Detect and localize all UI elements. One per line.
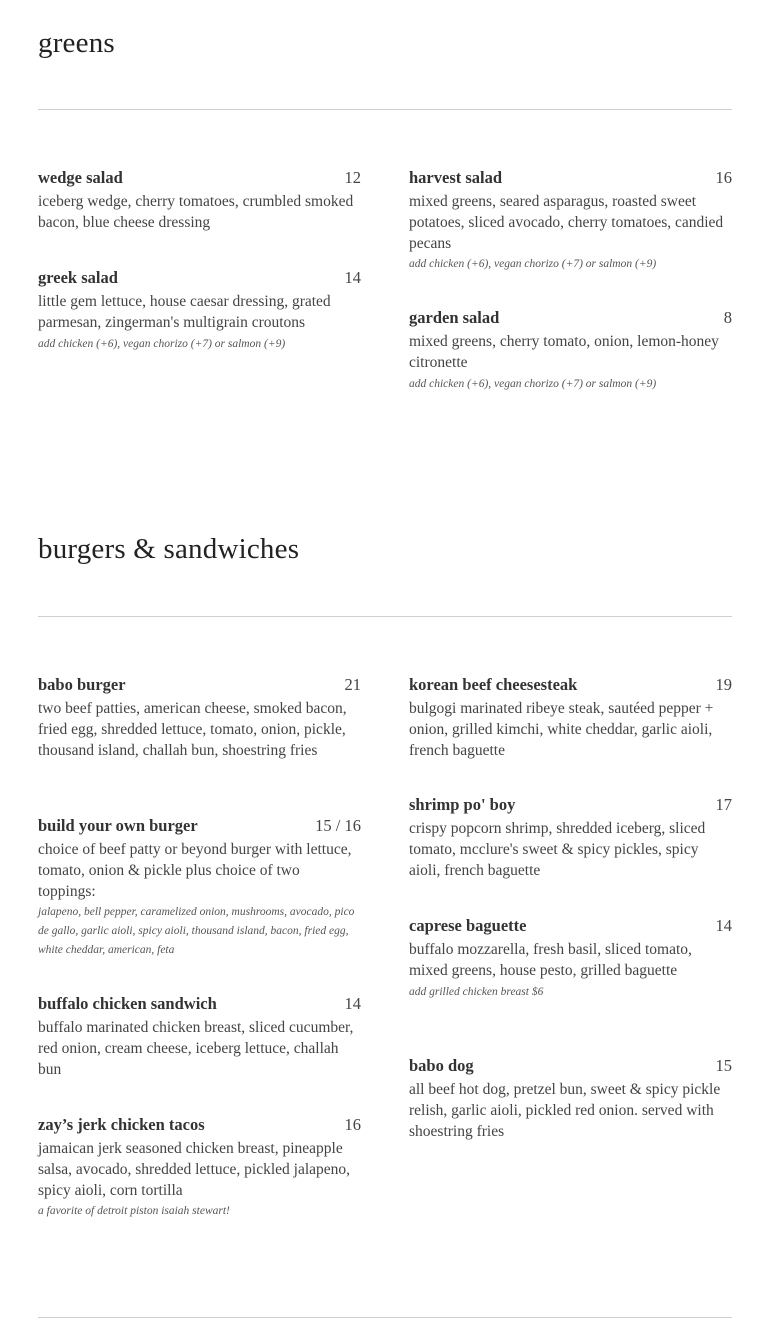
item-price: 14 xyxy=(715,916,732,935)
menu-item xyxy=(409,916,732,1002)
item-price: 15 xyxy=(715,1056,732,1075)
menu-item xyxy=(409,675,732,761)
item-note: add grilled chicken breast $6 xyxy=(409,985,544,998)
item-price: 8 xyxy=(723,308,732,327)
menu-item xyxy=(38,168,361,234)
item-note: a favorite of detroit piston isaiah stewart! xyxy=(38,1205,230,1218)
item-price: 17 xyxy=(715,795,732,814)
item-price: 16 xyxy=(344,1115,361,1134)
item-price: 12 xyxy=(344,168,361,187)
item-description: buffalo marinated chicken breast, sliced cucumber, red onion, cream cheese, iceberg lettuce, challah bun xyxy=(38,1019,354,1078)
item-name: buffalo chicken sandwich xyxy=(38,994,217,1013)
item-description: mixed greens, cherry tomato, onion, lemon-honey citronette xyxy=(409,333,719,371)
menu-item xyxy=(38,994,361,1080)
item-name: shrimp po' boy xyxy=(409,795,516,814)
item-name: korean beef cheesesteak xyxy=(409,675,578,694)
item-price: 15 / 16 xyxy=(315,816,361,835)
item-name: greek salad xyxy=(38,268,118,287)
item-name: babo dog xyxy=(409,1056,474,1075)
item-price: 21 xyxy=(344,675,361,694)
item-price: 14 xyxy=(344,994,361,1013)
section-title-greens: greens xyxy=(38,27,115,59)
menu-item xyxy=(38,675,361,761)
item-description: mixed greens, seared asparagus, roasted sweet potatoes, sliced avocado, cherry tomatoes, candied pecans xyxy=(409,193,724,252)
divider xyxy=(38,1317,732,1318)
item-description: choice of beef patty or beyond burger with lettuce, tomato, onion & pickle plus choice of two toppings: xyxy=(38,841,352,900)
menu-item xyxy=(38,268,361,354)
item-note: add chicken (+6), vegan chorizo (+7) or salmon (+9) xyxy=(409,377,657,390)
item-note: add chicken (+6), vegan chorizo (+7) or salmon (+9) xyxy=(409,258,657,271)
item-note: add chicken (+6), vegan chorizo (+7) or salmon (+9) xyxy=(38,337,286,350)
item-description: bulgogi marinated ribeye steak, sautéed pepper + onion, grilled kimchi, white cheddar, garlic aioli, french baguette xyxy=(409,700,714,759)
menu-item xyxy=(409,795,732,881)
item-name: babo burger xyxy=(38,675,126,694)
item-description: two beef patties, american cheese, smoked bacon, fried egg, shredded lettuce, tomato, onion, pickle, thousand island, challah bun, shoestring fries xyxy=(38,700,347,759)
item-description: jamaican jerk seasoned chicken breast, pineapple salsa, avocado, shredded lettuce, pickled jalapeno, spicy aioli, corn tortilla xyxy=(38,1140,351,1199)
item-name: build your own burger xyxy=(38,816,198,835)
item-name: zay’s jerk chicken tacos xyxy=(38,1115,205,1134)
item-price: 14 xyxy=(344,268,361,287)
menu-item xyxy=(409,168,732,274)
item-name: wedge salad xyxy=(38,168,123,187)
menu-item xyxy=(38,1115,361,1221)
divider xyxy=(38,109,732,110)
item-price: 19 xyxy=(715,675,732,694)
item-description: all beef hot dog, pretzel bun, sweet & spicy pickle relish, garlic aioli, pickled red onion. served with shoestring fries xyxy=(409,1081,721,1140)
item-description: buffalo mozzarella, fresh basil, sliced tomato, mixed greens, house pesto, grilled baguette xyxy=(409,941,692,979)
menu-item xyxy=(409,308,732,394)
item-name: garden salad xyxy=(409,308,500,327)
section-title-burgers-sandwiches: burgers & sandwiches xyxy=(38,533,300,565)
item-name: harvest salad xyxy=(409,168,503,187)
item-name: caprese baguette xyxy=(409,916,527,935)
item-price: 16 xyxy=(715,168,732,187)
divider xyxy=(38,616,732,617)
item-description: little gem lettuce, house caesar dressing, grated parmesan, zingerman's multigrain croutons xyxy=(38,293,331,331)
item-note: jalapeno, bell pepper, caramelized onion, mushrooms, avocado, pico de gallo, garlic aioli, spicy aioli, thousand island, bacon, fried egg, white cheddar, american, feta xyxy=(38,906,355,957)
item-description: iceberg wedge, cherry tomatoes, crumbled smoked bacon, blue cheese dressing xyxy=(38,193,354,231)
menu-item xyxy=(38,816,361,960)
menu-item xyxy=(409,1056,732,1142)
item-description: crispy popcorn shrimp, shredded iceberg, sliced tomato, mcclure's sweet & spicy pickles, spicy aioli, french baguette xyxy=(409,820,706,879)
